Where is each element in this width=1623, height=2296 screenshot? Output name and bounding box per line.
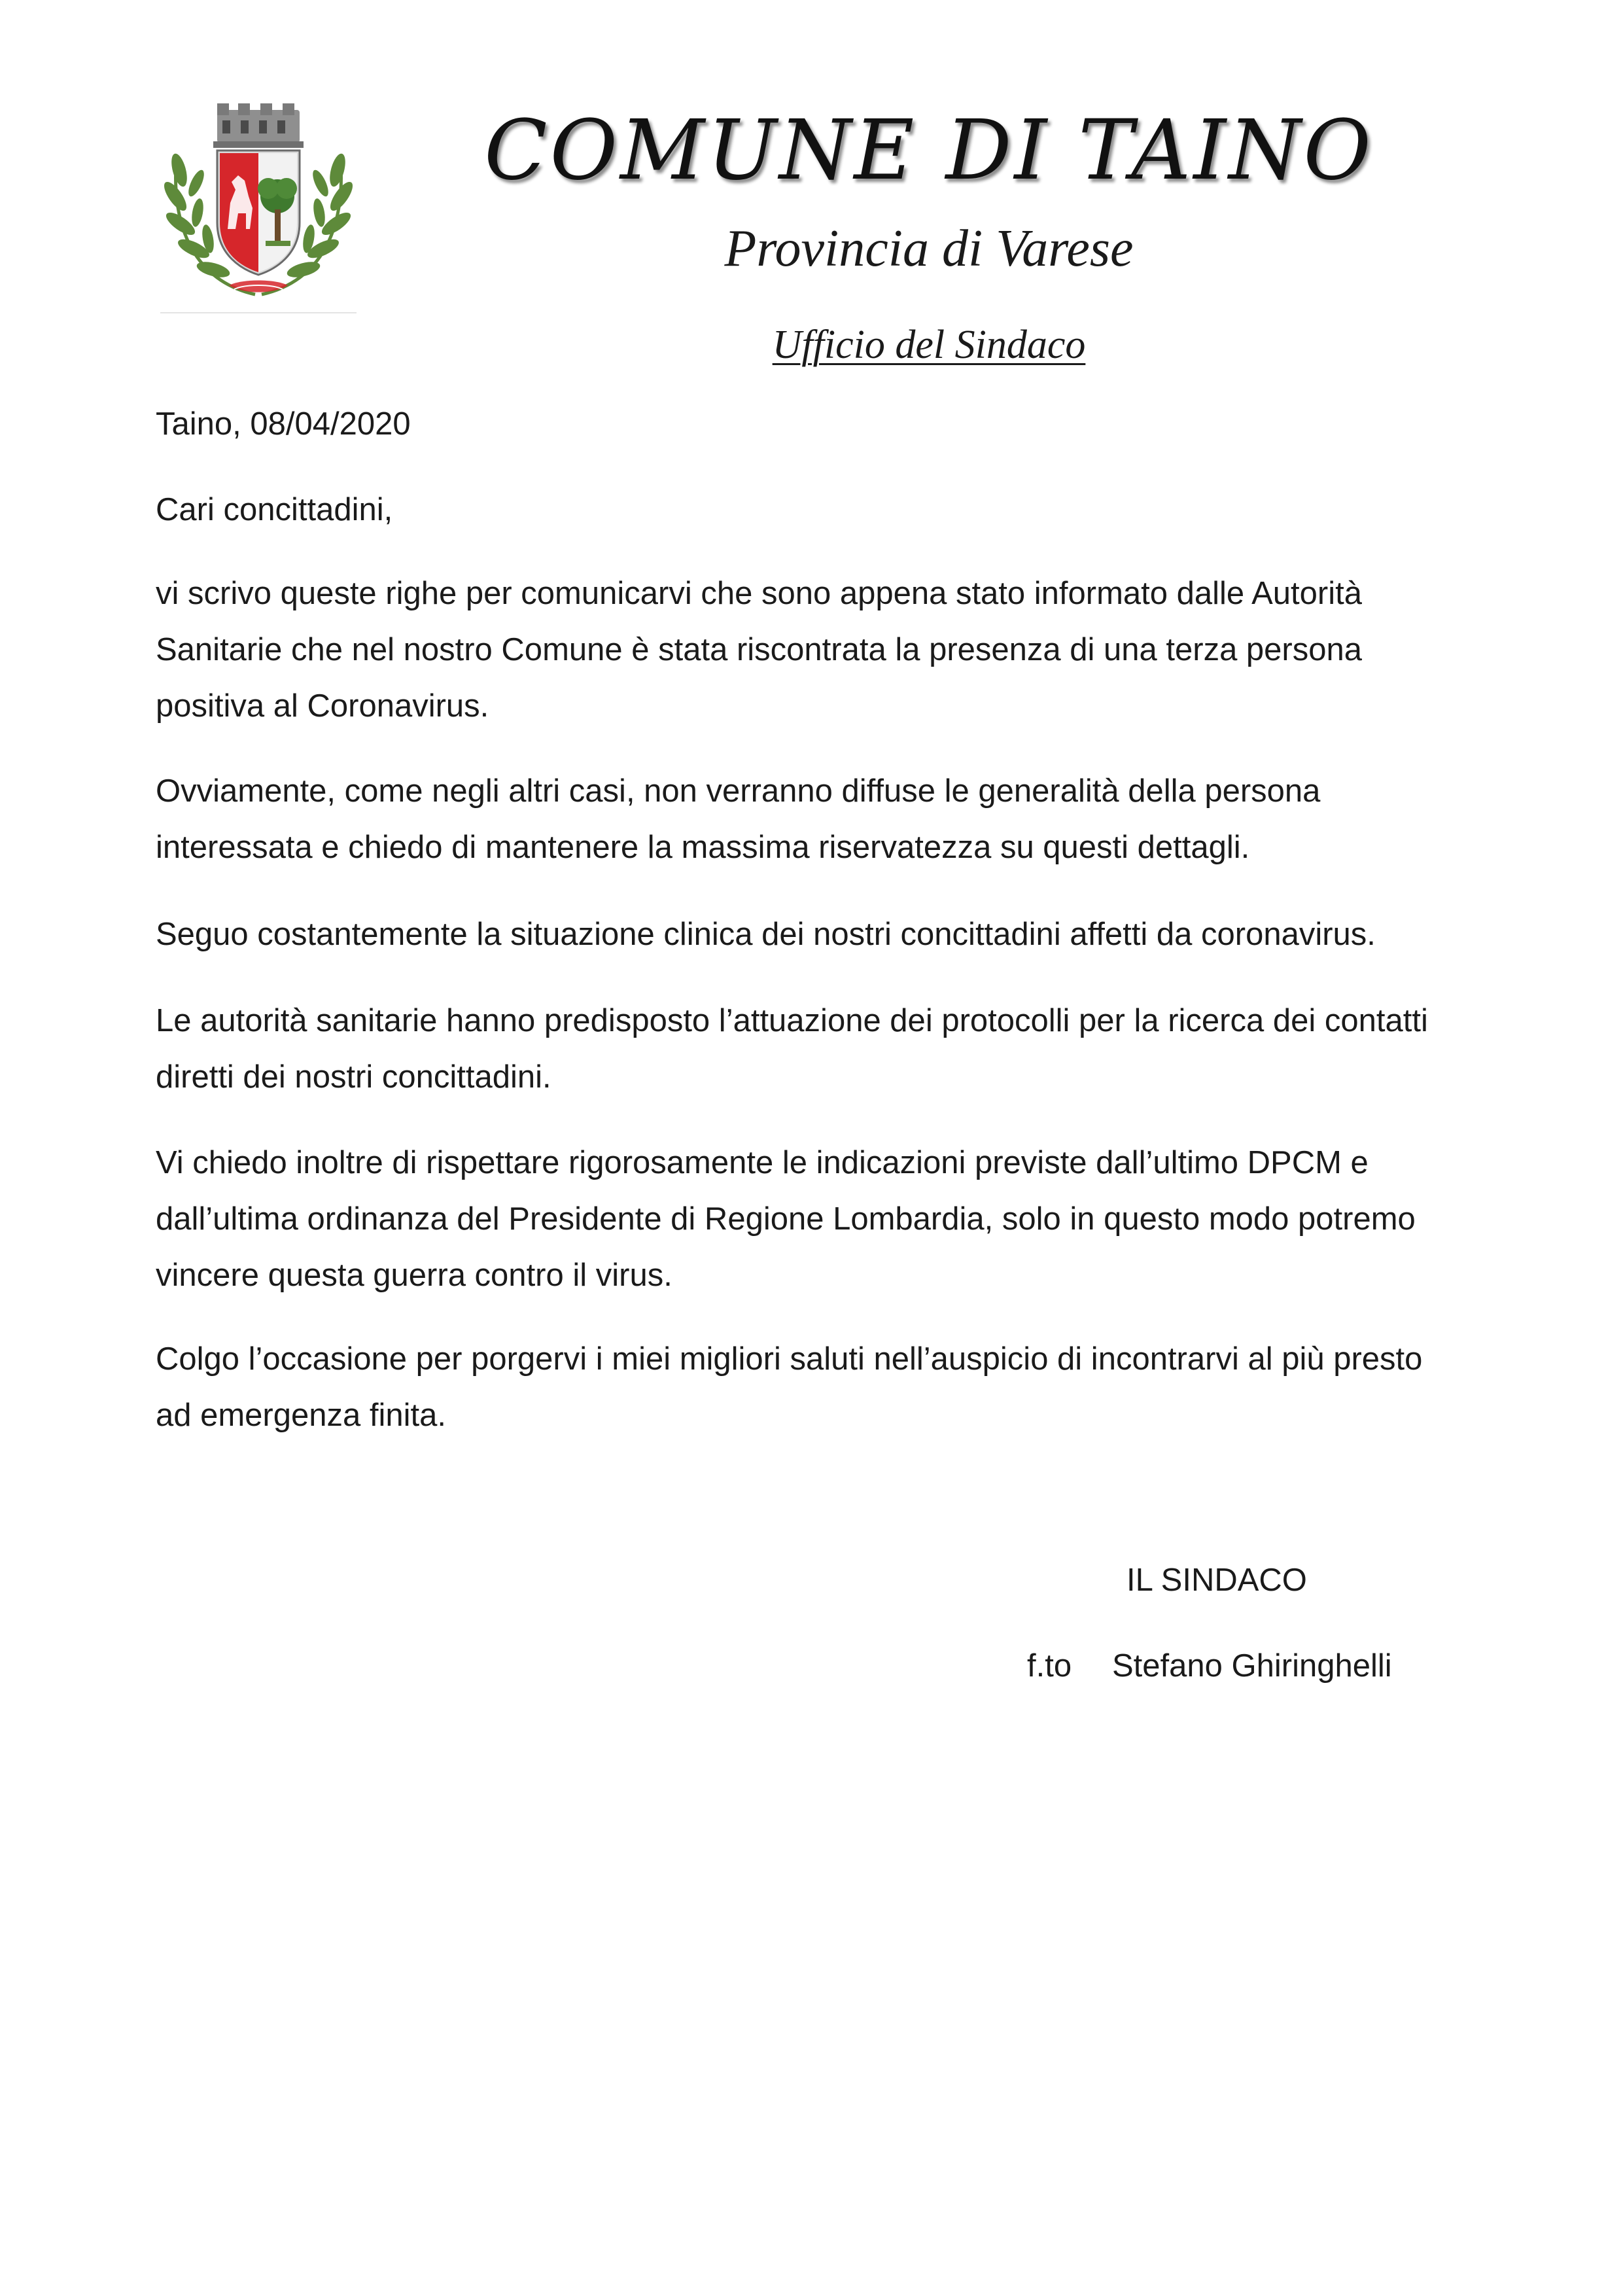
office-heading: Ufficio del Sindaco [772,323,1086,367]
paragraph-6 [156,1331,1497,1443]
letter-date: Taino, 08/04/2020 [156,406,411,442]
paragraph-4 [156,993,1497,1105]
paragraph-line: Ovviamente, come negli altri casi, non verranno diffuse le generalità della persona [156,773,1321,809]
paragraph-line: Colgo l’occasione per porgervi i miei migliori saluti nell’auspicio di incontrarvi al più presto [156,1341,1423,1377]
crown-icon [213,103,304,148]
paragraph-line: Le autorità sanitarie hanno predisposto l’attuazione dei protocolli per la ricerca dei contatti [156,1003,1428,1038]
paragraph-3 [156,906,1497,963]
shield-icon [217,150,300,275]
paragraph-line: dall’ultima ordinanza del Presidente di Regione Lombardia, solo in questo modo potremo [156,1201,1416,1237]
coat-of-arms-icon [157,98,360,314]
signature-name: Stefano Ghiringhelli [1112,1648,1392,1684]
signature-prefix: f.to [1027,1648,1072,1684]
paragraph-2 [156,763,1497,875]
paragraph-1 [156,565,1497,734]
paragraph-line: vincere questa guerra contro il virus. [156,1258,672,1293]
paragraph-line: diretti dei nostri concittadini. [156,1059,551,1095]
letter-salutation: Cari concittadini, [156,492,393,527]
paragraph-line: ad emergenza finita. [156,1398,446,1433]
paragraph-5 [156,1135,1497,1303]
paragraph-line: positiva al Coronavirus. [156,688,489,724]
page-subtitle: Provincia di Varese [724,220,1134,277]
paragraph-line: Vi chiedo inoltre di rispettare rigorosamente le indicazioni previste dall’ultimo DPCM e [156,1145,1369,1180]
page-title: COMUNE DI TAINO [484,102,1374,198]
paragraph-line: Sanitarie che nel nostro Comune è stata riscontrata la presenza di una terza persona [156,632,1363,667]
crest-divider [160,312,357,313]
paragraph-line: vi scrivo queste righe per comunicarvi che sono appena stato informato dalle Autorità [156,576,1362,611]
signature-title: IL SINDACO [1126,1563,1307,1598]
paragraph-line: interessata e chiedo di mantenere la massima riservatezza su questi dettagli. [156,830,1250,865]
paragraph-line: Seguo costantemente la situazione clinica dei nostri concittadini affetti da coronavirus. [156,917,1376,952]
